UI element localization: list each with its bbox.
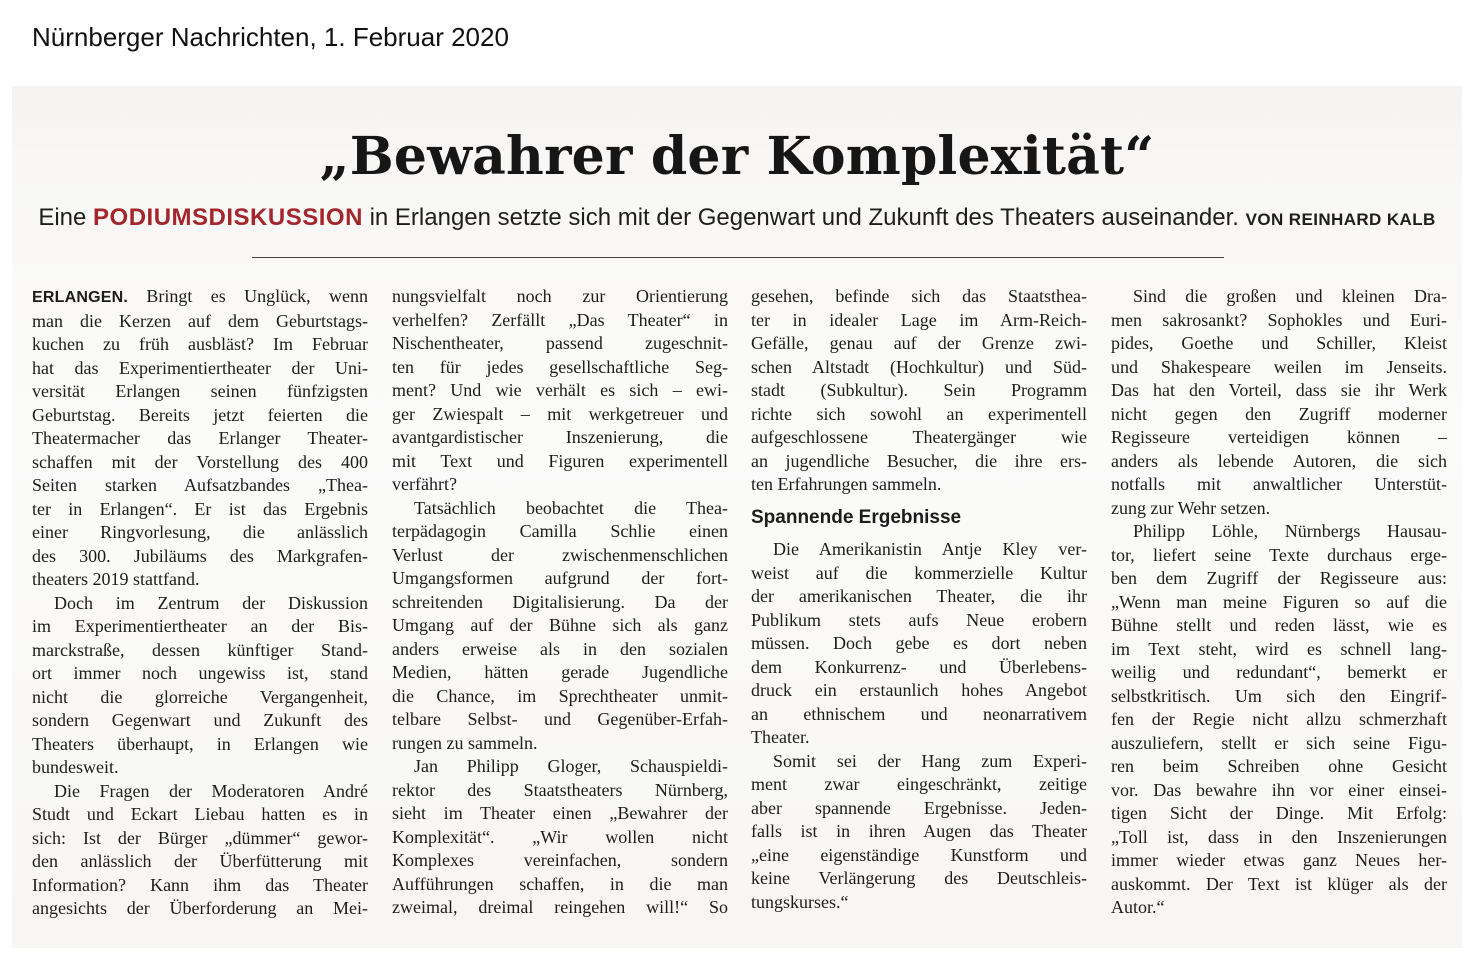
column-line: des 300. Jubiläums des Markgrafen- xyxy=(32,545,368,566)
article-column-3 xyxy=(751,285,1087,914)
column-line: auszuliefern, stellt er sich seine Figu- xyxy=(1111,732,1447,753)
column-line: rektor des Staatstheaters Nürnberg, xyxy=(392,779,728,800)
subline-kicker: PODIUMSDISKUSSION xyxy=(93,204,363,231)
column-line: „Toll ist, dass in den Inszenierungen xyxy=(1111,826,1447,847)
column-line: ren beim Schreiben ohne Gesicht xyxy=(1111,756,1447,776)
column-line: aufgeschlossene Theatergänger wie xyxy=(751,427,1087,447)
column-line: notfalls mit anwaltlicher Unterstüt- xyxy=(1111,474,1447,494)
column-line: schen Altstadt (Hochkultur) und Süd- xyxy=(751,356,1087,377)
column-line: nicht gegen den Zugriff moderner xyxy=(1111,403,1447,424)
column-line: Verlust der zwischenmenschlichen xyxy=(392,544,728,565)
column-line: ben dem Zugriff der Regisseure aus: xyxy=(1111,568,1447,588)
column-line: Bühne stellt und reden lässt, wie es xyxy=(1111,615,1447,635)
column-line: im Experimentiertheater an der Bis- xyxy=(32,616,368,636)
column-line: dem Konkurrenz- und Überlebens- xyxy=(751,656,1087,677)
column-line: an jugendliche Besucher, die ihre ers- xyxy=(751,450,1087,471)
column-line: ter in Erlangen“. Er ist das Ergebnis xyxy=(32,498,368,519)
column-line: und Shakespeare weilen im Jenseits. xyxy=(1111,356,1447,377)
column-line: angesichts der Überforderung an Mei- xyxy=(32,898,368,918)
column-line: Studt und Eckart Liebau hatten es in xyxy=(32,804,368,824)
author-byline: VON REINHARD KALB xyxy=(1245,210,1436,229)
article-column-2 xyxy=(392,285,728,920)
article-headline: „Bewahrer der Komplexität“ xyxy=(319,126,1155,187)
column-line: Bringt es Unglück, wenn xyxy=(146,286,368,306)
column-line: weilig und redundant“, bemerkt er xyxy=(1111,662,1447,682)
column-line: tigen Sicht der Dinge. Mit Erfolg: xyxy=(1111,803,1447,823)
column-line: Somit sei der Hang zum Experi- xyxy=(773,750,1087,771)
column-line: druck ein erstaunlich hohes Angebot xyxy=(751,680,1087,700)
column-line: auskommt. Der Text ist klüger als der xyxy=(1111,873,1447,894)
column-line: ten für jedes gesellschaftliche Seg- xyxy=(392,356,728,377)
column-line: Philipp Löhle, Nürnbergs Hausau- xyxy=(1133,521,1447,541)
column-line: Das hat den Vorteil, dass sie ihr Werk xyxy=(1111,380,1447,400)
column-line: schreitenden Digitalisierung. Da der xyxy=(392,591,728,612)
column-line: Die Fragen der Moderatoren André xyxy=(54,780,368,801)
column-line: nungsvielfalt noch zur Orientierung xyxy=(392,286,728,306)
column-line: stadt (Subkultur). Sein Programm xyxy=(751,380,1087,400)
column-line: schaffen mit der Vorstellung des 400 xyxy=(32,451,368,472)
column-line: ter in idealer Lage im Arm-Reich- xyxy=(751,309,1087,330)
column-line: Aufführungen schaffen, in die man xyxy=(392,873,728,894)
column-line: mit Text und Figuren experimentell xyxy=(392,450,728,471)
column-line: Sind die großen und kleinen Dra- xyxy=(1133,286,1447,306)
column-line: terpädagogin Camilla Schlie einen xyxy=(392,521,728,541)
column-line: ort immer noch ungewiss ist, stand xyxy=(32,663,368,683)
column-line: verfährt? xyxy=(392,474,457,494)
column-line: Theatermacher das Erlanger Theater- xyxy=(32,428,368,448)
header-divider xyxy=(252,257,1224,258)
column-line: verhelfen? Zerfällt „Das Theater“ in xyxy=(392,309,728,330)
column-line: avantgardistischer Inszenierung, die xyxy=(392,427,728,447)
column-line: Umgangsformen aufgrund der fort- xyxy=(392,568,728,588)
column-line: Theaters überhaupt, in Erlangen wie xyxy=(32,733,368,754)
column-line: Nischentheater, passend zugeschnit- xyxy=(392,333,728,353)
column-line: ment zwar eingeschränkt, zeitige xyxy=(751,774,1087,794)
column-line: Die Amerikanistin Antje Kley ver- xyxy=(773,539,1087,559)
column-line: rungen zu sammeln. xyxy=(392,732,538,753)
dateline-line xyxy=(32,285,368,310)
column-line: Doch im Zentrum der Diskussion xyxy=(54,592,368,613)
column-line: men sakrosankt? Sophokles und Euri- xyxy=(1111,309,1447,330)
column-line: pides, Goethe und Schiller, Kleist xyxy=(1111,333,1447,353)
column-line: Theater. xyxy=(751,727,810,747)
column-line: zung zur Wehr setzen. xyxy=(1111,497,1271,518)
column-line: weist auf die kommerzielle Kultur xyxy=(751,562,1087,583)
column-line: tor, liefert seine Texte durchaus erge- xyxy=(1111,544,1447,565)
column-line: bundesweit. xyxy=(32,757,119,777)
column-line: keine Verlängerung des Deutschleis- xyxy=(751,868,1087,888)
article-column-4 xyxy=(1111,285,1447,920)
column-line: kuchen zu früh ausbläst? Im Februar xyxy=(32,334,368,354)
column-line: den anlässlich der Überfütterung mit xyxy=(32,851,368,871)
column-line: Regisseure verteidigen können – xyxy=(1111,427,1447,447)
column-line: „Wenn man meine Figuren so auf die xyxy=(1111,591,1447,612)
column-line: Geburtstag. Bereits jetzt feierten die xyxy=(32,404,368,425)
column-line: theaters 2019 stattfand. xyxy=(32,569,200,589)
column-line: Komplexes vereinfachen, sondern xyxy=(392,850,728,870)
column-line: Autor.“ xyxy=(1111,897,1165,917)
column-line: Tatsächlich beobachtet die Thea- xyxy=(414,497,728,518)
column-line: fen der Regie nicht allzu schmerzhaft xyxy=(1111,709,1447,729)
column-line: sieht im Theater einen „Bewahrer der xyxy=(392,803,728,823)
article-column-1 xyxy=(32,285,368,921)
column-line: tungskurses.“ xyxy=(751,891,849,912)
column-line: selbstkritisch. Um sich den Eingrif- xyxy=(1111,685,1447,706)
column-line: Information? Kann ihm das Theater xyxy=(32,874,368,895)
column-line: Publikum stets aufs Neue erobern xyxy=(751,609,1087,630)
column-line: man die Kerzen auf dem Geburtstags- xyxy=(32,310,368,331)
column-line: der amerikanischen Theater, die ihr xyxy=(751,586,1087,606)
subline-pre: Eine xyxy=(38,204,94,231)
subline-post: in Erlangen setzte sich mit der Gegenwart und Zukunft des Theaters auseinander. xyxy=(362,204,1239,231)
column-line: Umgang auf der Bühne sich als ganz xyxy=(392,615,728,635)
article-subline xyxy=(0,204,1474,232)
column-line: marckstraße, dessen künftiger Stand- xyxy=(32,639,368,660)
column-line: sich: Ist der Bürger „dümmer“ gewor- xyxy=(32,827,368,848)
column-line: zweimal, dreimal reingehen will!“ So xyxy=(392,897,728,917)
column-line: ger Zwiespalt – mit werkgetreuer und xyxy=(392,403,728,424)
column-line: „eine eigenständige Kunstform und xyxy=(751,844,1087,865)
column-line: ten Erfahrungen sammeln. xyxy=(751,474,942,494)
column-line: gesehen, befinde sich das Staatsthea- xyxy=(751,286,1087,306)
section-subhead: Spannende Ergebnisse xyxy=(751,506,962,528)
column-line: die Chance, im Sprechtheater unmit- xyxy=(392,685,728,706)
column-line: telbare Selbst- und Gegenüber-Erfah- xyxy=(392,709,728,729)
column-line: einer Ringvorlesung, die anlässlich xyxy=(32,522,368,542)
column-line: im Text steht, wird es schnell lang- xyxy=(1111,638,1447,659)
column-line: ment? Und wie verhält es sich – ewi- xyxy=(392,380,728,400)
column-line: hat das Experimentiertheater der Uni- xyxy=(32,357,368,378)
column-line: Jan Philipp Gloger, Schauspieldi- xyxy=(414,756,728,776)
source-caption: Nürnberger Nachrichten, 1. Februar 2020 xyxy=(32,22,509,52)
column-line: richte sich sowohl an experimentell xyxy=(751,403,1087,424)
column-line: an ethnischem und neonarrativem xyxy=(751,703,1087,724)
column-line: immer wieder etwas ganz Neues her- xyxy=(1111,850,1447,870)
dateline: ERLANGEN. xyxy=(32,289,129,306)
column-line: vor. Das bewahre ihn vor einer einsei- xyxy=(1111,779,1447,800)
column-line: sondern Gegenwart und Zukunft des xyxy=(32,710,368,730)
column-line: Medien, hätten gerade Jugendliche xyxy=(392,662,728,682)
column-line: falls ist in ihren Augen das Theater xyxy=(751,821,1087,841)
column-line: nicht die glorreiche Vergangenheit, xyxy=(32,686,368,707)
column-line: aber spannende Ergebnisse. Jeden- xyxy=(751,797,1087,818)
column-line: anders als lebende Autoren, die sich xyxy=(1111,450,1447,471)
column-line: versität Erlangen seinen fünfzigsten xyxy=(32,381,368,401)
column-line: Gefälle, genau auf der Grenze zwi- xyxy=(751,333,1087,353)
column-line: Komplexität“. „Wir wollen nicht xyxy=(392,826,728,847)
column-line: müssen. Doch gebe es dort neben xyxy=(751,633,1087,653)
column-line: anders erweise als in den sozialen xyxy=(392,638,728,659)
column-line: Seiten starken Aufsatzbandes „Thea- xyxy=(32,475,368,495)
